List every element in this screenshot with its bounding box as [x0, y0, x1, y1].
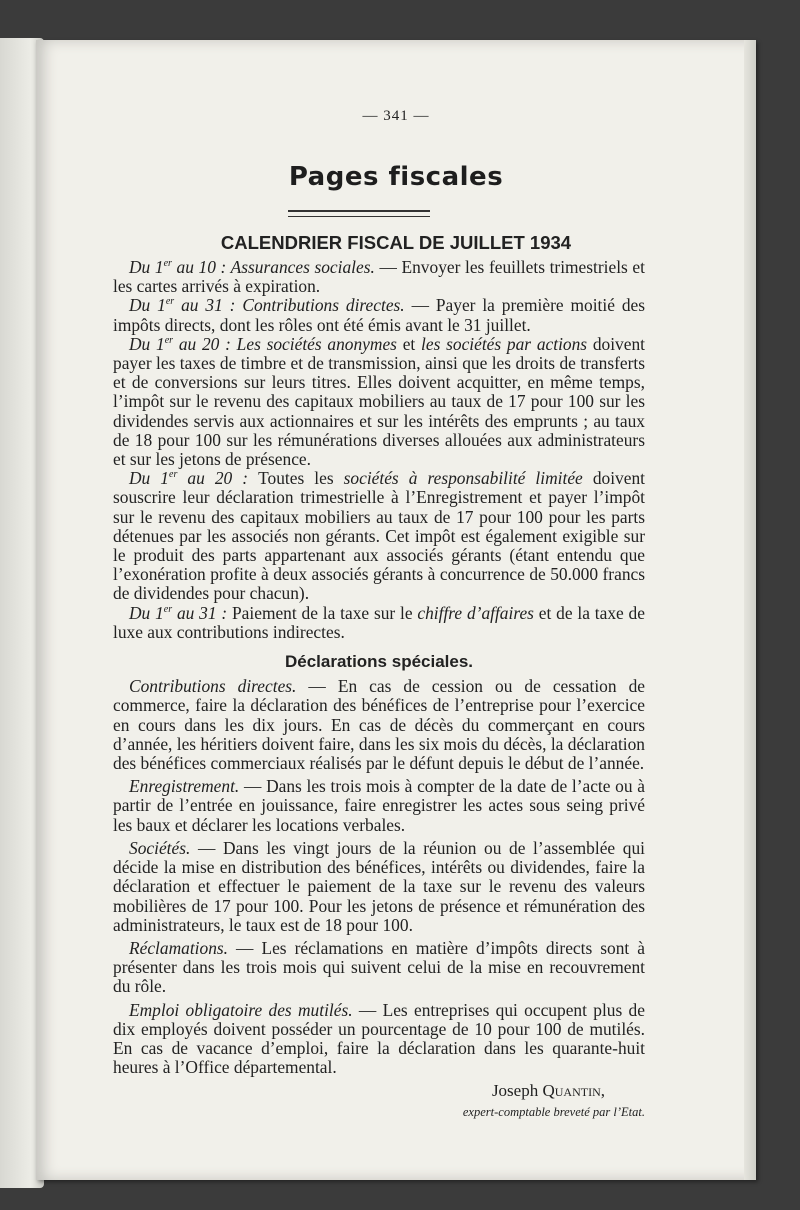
- calendar-entry: Du 1er au 20 : Toutes les sociétés à responsabilité limitée doivent souscrire leur déclaration trimestrielle à l’Enregistrement et payer l’impôt sur le revenu des capitaux mobiliers au taux de 17 pour 100 pour les parts détenues par les associés non gérants. Cet impôt est également exigible sur le produit des parts appartenant aux associés gérants (étant entendu que l’exonération profite à deux associés gérants à concurrence de 50.000 francs de dividendes pour chacun).: [113, 468, 645, 604]
- calendar-entry: Du 1er au 10 : Assurances sociales. — Envoyer les feuillets trimestriels et les cartes arrivés à expiration.: [113, 257, 645, 297]
- section-heading: CALENDRIER FISCAL DE JUILLET 1934: [220, 232, 572, 253]
- page-edge: [744, 40, 756, 1180]
- declaration-item: Sociétés. — Dans les vingt jours de la réunion ou de l’assemblée qui décide la mise en distribution des bénéfices, intérêts ou dividendes, faire la déclaration et effectuer le paiement de la taxe sur le revenu des valeurs mobilières de 17 pour 100. Pour les jetons de présence et rémunération des administrateurs, le taux est de 18 pour 100.: [113, 837, 645, 935]
- title-rule: [288, 210, 430, 217]
- declarations-heading: Déclarations spéciales.: [284, 652, 474, 672]
- signature-title: expert-comptable breveté par l’Etat.: [462, 1104, 645, 1119]
- calendar-entry: Du 1er au 31 : Contributions directes. — Payer la première moitié des impôts directs, dont les rôles ont été émis avant le 31 juillet.: [113, 295, 646, 335]
- declaration-item: Contributions directes. — En cas de cession ou de cessation de commerce, faire la déclaration des bénéfices de l’entreprise pour l’exercice en cours dans les dix jours. En cas de décès du commerçant en cours d’année, les héritiers doivent faire, dans les six mois du décès, la déclaration des bénéfices commerciaux réalisés par le défunt depuis le début de l’année.: [113, 676, 646, 774]
- page-title: Pages fiscales: [288, 162, 504, 192]
- declaration-item: Enregistrement. — Dans les trois mois à compter de la date de l’acte ou à partir de l’entrée en jouissance, faire enregistrer les actes sous seing privé les baux et déclarer les locations verbales.: [113, 776, 645, 835]
- calendar-entry: Du 1er au 31 : Paiement de la taxe sur le chiffre d’affaires et de la taxe de luxe aux contributions indirectes.: [113, 602, 645, 642]
- declaration-item: Réclamations. — Les réclamations en matière d’impôts directs sont à présenter dans les trois mois qui suivent celui de la mise en recouvrement du rôle.: [113, 937, 645, 997]
- signature-name: Joseph Quantin,: [491, 1081, 605, 1101]
- document-page: [36, 40, 756, 1180]
- calendar-entry: Du 1er au 20 : Les sociétés anonymes et les sociétés par actions doivent payer les taxes de timbre et de transmission, ainsi que les droits de transferts et de conversions sur leurs titres. Elles doivent acquitter, en même temps, l’impôt sur le revenu des capitaux mobiliers au taux de 17 pour 100 sur les dividendes servis aux actionnaires et sur les intérêts des emprunts ; au taux de 18 pour 100 sur les rémunérations diverses allouées aux administrateurs et sur les jetons de présence.: [113, 333, 646, 470]
- page-number: — 341 —: [362, 108, 430, 124]
- declaration-item: Emploi obligatoire des mutilés. — Les entreprises qui occupent plus de dix employés doivent posséder un pourcentage de 10 pour 100 de mutilés. En cas de vacance d’emploi, faire la déclaration dans les quarante-huit heures à l’Office départemental.: [113, 999, 645, 1078]
- document-body: [113, 258, 645, 1122]
